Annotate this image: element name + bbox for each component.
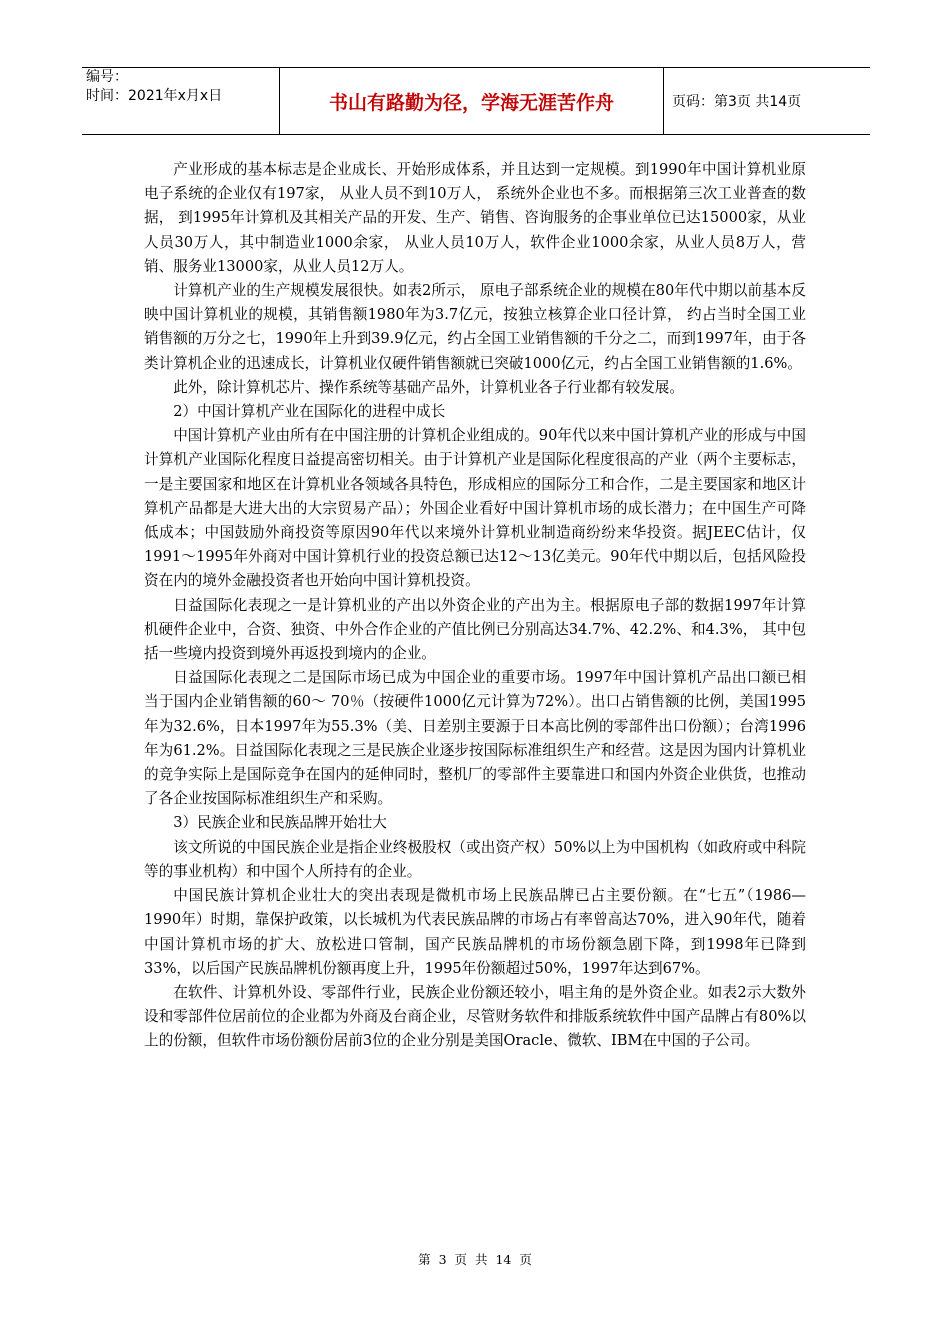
document-body [144,158,806,1054]
document-date-label: 时间：2021年x月x日 [86,88,223,104]
paragraph: 日益国际化表现之二是国际市场已成为中国企业的重要市场。1997年中国计算机产品出口额已相当于国内企业销售额的60～ 70％（按硬件1000亿元计算为72%）。出口占销售额的比例，美国1995年为32.6%，日本1997年为55.3%（美、日差别主要源于日本高比例的零部件出口份额）；台湾1996年为61.2%。日益国际化表现之三是民族企业逐步按国际标准组织生产和经营。这是因为国内计算机业的竞争实际上是国际竞争在国内的延伸同时，整机厂的零部件主要靠进口和国内外资企业供货，也推动了各企业按国际标准组织生产和采购。 [144,669,806,808]
header-meta [82,68,280,134]
section-heading: 3）民族企业和民族品牌开始壮大 [173,814,387,832]
page-header [82,67,870,135]
paragraph: 日益国际化表现之一是计算机业的产出以外资企业的产出为主。根据原电子部的数据1997年计算机硬件企业中，合资、独资、中外合作企业的产值比例已分别高达34.7%、42.2%、和4.3%， 其中包括一些境内投资到境外再返投到境内的企业。 [144,596,806,663]
paragraph: 计算机产业的生产规模发展很快。如表2所示， 原电子部系统企业的规模在80年代中期以前基本反映中国计算机业的规模，其销售额1980年为3.7亿元，按独立核算企业口径计算， 约占当时全国工业销售额的万分之七，1990年上升到39.9亿元，约占全国工业销售额的千分之二，而到1997年，由于各类计算机企业的迅速成长，计算机业仅硬件销售额就已突破1000亿元，约占全国工业销售额的1.6%。 [144,282,806,372]
paragraph: 中国民族计算机企业壮大的突出表现是微机市场上民族品牌已占主要份额。在“七五”（1986—1990年）时期，靠保护政策，以长城机为代表民族品牌的市场占有率曾高达70%，进入90年代，随着中国计算机市场的扩大、放松进口管制，国产民族品牌机的市场份额急剧下降，到1998年已降到33%，以后国产民族品牌机份额再度上升，1995年份额超过50%，1997年达到67%。 [144,887,806,977]
paragraph: 此外，除计算机芯片、操作系统等基础产品外，计算机业各子行业都有较发展。 [173,378,684,396]
paragraph: 产业形成的基本标志是企业成长、开始形成体系，并且达到一定规模。到1990年中国计算机业原电子系统的企业仅有197家， 从业人员不到10万人， 系统外企业也不多。而根据第三次工业普查的数据， 到1995年计算机及其相关产品的开发、生产、销售、咨询服务的企事业单位已达15000家，从业人员30万人，其中制造业1000余家， 从业人员10万人，软件企业1000余家，从业人员8万人，营销、服务业13000家，从业人员12万人。 [144,161,806,275]
header-motto: 书山有路勤为径，学海无涯苦作舟 [280,68,664,134]
section-heading: 2）中国计算机产业在国际化的进程中成长 [173,403,446,421]
paragraph: 中国计算机产业由所有在中国注册的计算机企业组成的。90年代以来中国计算机产业的形成与中国计算机产业国际化程度日益提高密切相关。由于计算机产业是国际化程度很高的产业（两个主要标志，一是主要国家和地区在计算机业各领域各具特色，形成相应的国际分工和合作，二是主要国家和地区计算机产品都是大进大出的大宗贸易产品）；外国企业看好中国计算机市场的成长潜力；在中国生产可降低成本；中国鼓励外商投资等原因90年代以来境外计算机业制造商纷纷来华投资。据JEEC估计，仅1991～1995年外商对中国计算机行业的投资总额已达12～13亿美元。90年代中期以后，包括风险投资在内的境外金融投资者也开始向中国计算机投资。 [144,427,806,590]
page-footer: 第 3 页 共 14 页 [418,1252,532,1267]
paragraph: 该文所说的中国民族企业是指企业终极股权（或出资产权）50%以上为中国机构（如政府或中科院等的事业机构）和中国个人所持有的企业。 [144,838,806,880]
paragraph: 在软件、计算机外设、零部件行业，民族企业份额还较小，唱主角的是外资企业。如表2示大数外设和零部件位居前位的企业都为外商及台商企业，尽管财务软件和排版系统软件中国产品牌占有80%以上的份额，但软件市场份额份居前3位的企业分别是美国Oracle、微软、IBM在中国的子公司。 [144,983,806,1050]
document-number-label: 编号： [86,69,128,85]
header-page-info: 页码：第3页 共14页 [672,94,802,110]
